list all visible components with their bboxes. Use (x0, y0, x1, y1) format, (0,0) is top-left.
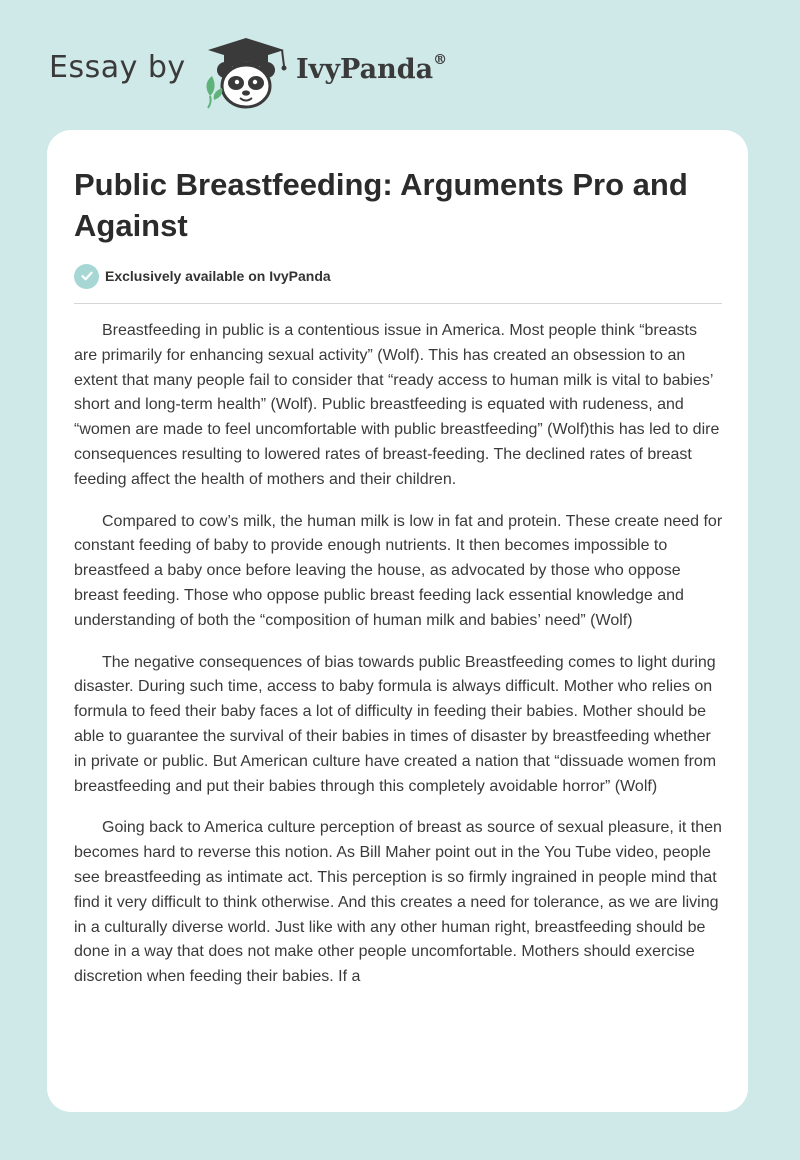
paragraph: Going back to America culture perception of breast as source of sexual pleasure, it then becomes hard to reverse this notion. As Bill Maher point out in the You Tube video, people see breastfeeding as intimate act. This perception is so firmly ingrained in people mind that find it very difficult to think otherwise. And this creates a need for tolerance, as we are living in a culturally diverse world. Just like with any other human right, breastfeeding should be done in a way that does not make other people uncomfortable. Mothers should exercise discretion when feeding their babies. If a (74, 819, 722, 986)
paragraph: Compared to cow’s milk, the human milk is low in fat and protein. These create need for constant feeding of baby to provide enough nutrients. It then becomes impossible to breastfeed a baby once before leaving the house, as advocated by those who oppose breast feeding. Those who oppose public breast feeding lack essential knowledge and understanding of both the “composition of human milk and babies’ need” (Wolf) (74, 512, 723, 629)
registered-mark: ® (433, 52, 448, 68)
exclusive-label: Exclusively available on IvyPanda (105, 268, 331, 284)
essay-title: Public Breastfeeding: Arguments Pro and Against (74, 167, 688, 243)
check-icon (74, 264, 99, 289)
exclusive-badge (74, 263, 331, 289)
essay-card (47, 130, 748, 1112)
panda-graduate-icon[interactable] (200, 36, 292, 110)
paragraph: The negative consequences of bias towards public Breastfeeding comes to light during disaster. During such time, access to baby formula is always difficult. Mother who relies on formula to feed their baby faces a lot of difficulty in feeding their babies. Mother should be able to guarantee the survival of their babies in times of disaster by breastfeeding whether in private or public. But American culture have created a nation that “dissuade women from breastfeeding and put their babies through this completely avoidable horror” (Wolf) (74, 653, 717, 795)
essay-body (74, 319, 724, 1007)
brand-name[interactable]: IvyPanda® (296, 52, 448, 85)
site-header (0, 0, 800, 130)
divider (74, 303, 722, 304)
essay-by-label: Essay by (49, 50, 186, 85)
leaf-icon (206, 76, 222, 108)
paragraph: Breastfeeding in public is a contentious issue in America. Most people think “breasts are primarily for enhancing sexual activity” (Wolf). This has created an obsession to an extent that many people fail to consider that “ready access to human milk is vital to babies’ short and long-term health” (Wolf). Public breastfeeding is equated with rudeness, and “women are made to feel uncomfortable with public breastfeeding” (Wolf)this has led to dire consequences resulting to lowered rates of breast-feeding. The declined rates of breast feeding affect the health of mothers and their children. (74, 322, 720, 488)
